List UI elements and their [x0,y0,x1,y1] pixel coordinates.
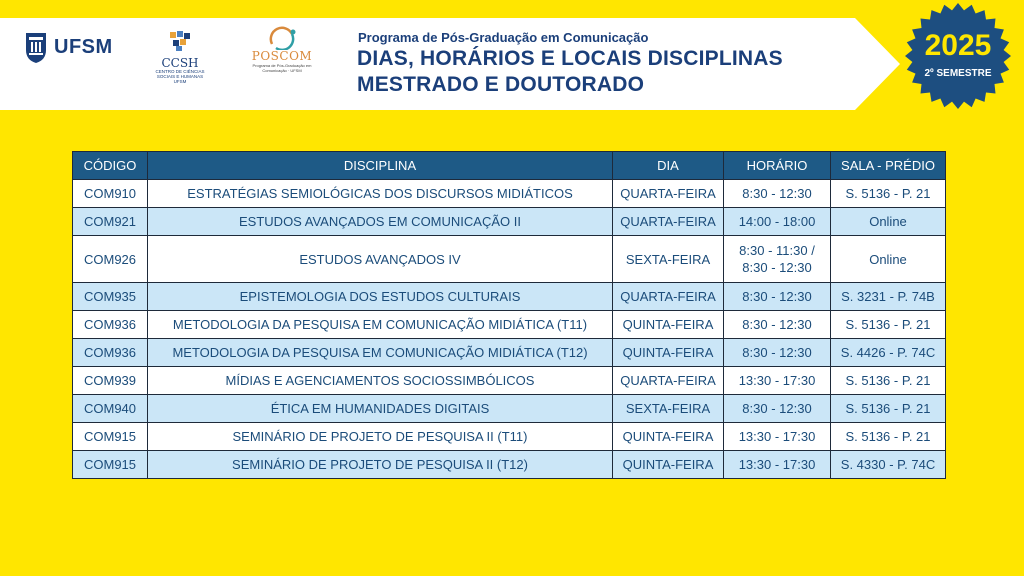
cell-time: 8:30 - 12:30 [724,395,831,423]
cell-time: 8:30 - 12:30 [724,283,831,311]
cell-code: COM910 [73,180,148,208]
cell-code: COM915 [73,423,148,451]
table-row [73,423,946,451]
table-row [73,395,946,423]
cell-day: QUARTA-FEIRA [613,367,724,395]
ufsm-logo-text: UFSM [54,35,113,58]
page-title-line1: DIAS, HORÁRIOS E LOCAIS DISCIPLINAS [357,47,783,70]
cell-discipline: METODOLOGIA DA PESQUISA EM COMUNICAÇÃO MIDIÁTICA (T11) [148,311,613,339]
table-row [73,367,946,395]
cell-room: S. 4330 - P. 74C [831,451,946,479]
poscom-logo-subtitle: Programa de Pós-Graduação em Comunicação · UFSM [252,63,312,73]
cell-day: SEXTA-FEIRA [613,395,724,423]
cell-discipline: SEMINÁRIO DE PROJETO DE PESQUISA II (T12) [148,451,613,479]
seal-semester: 2º SEMESTRE [924,68,992,79]
cell-day: QUINTA-FEIRA [613,451,724,479]
cell-discipline: EPISTEMOLOGIA DOS ESTUDOS CULTURAIS [148,283,613,311]
cell-discipline: ESTUDOS AVANÇADOS EM COMUNICAÇÃO II [148,208,613,236]
ccsh-logo-title: CCSH [161,56,199,70]
cell-room: S. 4426 - P. 74C [831,339,946,367]
cell-discipline: MÍDIAS E AGENCIAMENTOS SOCIOSSIMBÓLICOS [148,367,613,395]
cell-day: QUINTA-FEIRA [613,339,724,367]
cell-time: 13:30 - 17:30 [724,367,831,395]
table-row [73,180,946,208]
poscom-logo [246,26,318,73]
table-row [73,283,946,311]
cell-discipline: ESTUDOS AVANÇADOS IV [148,236,613,283]
cell-time: 8:30 - 12:30 [724,339,831,367]
cell-discipline: ESTRATÉGIAS SEMIOLÓGICAS DOS DISCURSOS MIDIÁTICOS [148,180,613,208]
header-day: DIA [613,152,724,180]
ccsh-mark-icon [167,30,193,52]
table-header-row [73,152,946,180]
seal-year: 2025 [924,29,992,62]
cell-code: COM939 [73,367,148,395]
cell-room: Online [831,236,946,283]
table-row [73,236,946,283]
cell-day: SEXTA-FEIRA [613,236,724,283]
ufsm-crest-icon [24,30,48,64]
cell-day: QUINTA-FEIRA [613,311,724,339]
ufsm-logo [24,30,113,64]
cell-code: COM921 [73,208,148,236]
table-row [73,311,946,339]
header-discipline: DISCIPLINA [148,152,613,180]
table-row [73,339,946,367]
ccsh-logo [150,30,210,84]
cell-room: S. 3231 - P. 74B [831,283,946,311]
poscom-mark-icon [262,26,302,50]
cell-day: QUARTA-FEIRA [613,283,724,311]
cell-time: 8:30 - 12:30 [724,311,831,339]
cell-day: QUARTA-FEIRA [613,180,724,208]
cell-room: S. 5136 - P. 21 [831,395,946,423]
cell-room: Online [831,208,946,236]
cell-day: QUARTA-FEIRA [613,208,724,236]
cell-time: 14:00 - 18:00 [724,208,831,236]
cell-code: COM936 [73,339,148,367]
cell-time-line1: 8:30 - 11:30 / [739,243,815,258]
cell-time-multiline [724,236,831,283]
schedule-table [72,151,946,479]
header-room: SALA - PRÉDIO [831,152,946,180]
semester-seal [904,2,1012,110]
cell-room: S. 5136 - P. 21 [831,311,946,339]
ccsh-logo-subtitle: CENTRO DE CIÊNCIAS SOCIAIS E HUMANAS UFSM [155,69,205,84]
cell-time: 13:30 - 17:30 [724,451,831,479]
cell-code: COM926 [73,236,148,283]
cell-room: S. 5136 - P. 21 [831,423,946,451]
cell-time-line2: 8:30 - 12:30 [742,260,812,275]
table-row [73,451,946,479]
header-time: HORÁRIO [724,152,831,180]
cell-code: COM915 [73,451,148,479]
cell-day: QUINTA-FEIRA [613,423,724,451]
cell-room: S. 5136 - P. 21 [831,367,946,395]
header-code: CÓDIGO [73,152,148,180]
program-name: Programa de Pós-Graduação em Comunicação [358,30,649,45]
cell-room: S. 5136 - P. 21 [831,180,946,208]
table-row [73,208,946,236]
page-title-line2: MESTRADO E DOUTORADO [357,73,645,96]
cell-discipline: SEMINÁRIO DE PROJETO DE PESQUISA II (T11) [148,423,613,451]
cell-time: 8:30 - 12:30 [724,180,831,208]
cell-discipline: METODOLOGIA DA PESQUISA EM COMUNICAÇÃO MIDIÁTICA (T12) [148,339,613,367]
cell-code: COM936 [73,311,148,339]
header-texts [357,30,783,98]
cell-time: 13:30 - 17:30 [724,423,831,451]
cell-discipline: ÉTICA EM HUMANIDADES DIGITAIS [148,395,613,423]
poscom-logo-title: POSCOM [251,49,313,63]
cell-code: COM935 [73,283,148,311]
cell-code: COM940 [73,395,148,423]
